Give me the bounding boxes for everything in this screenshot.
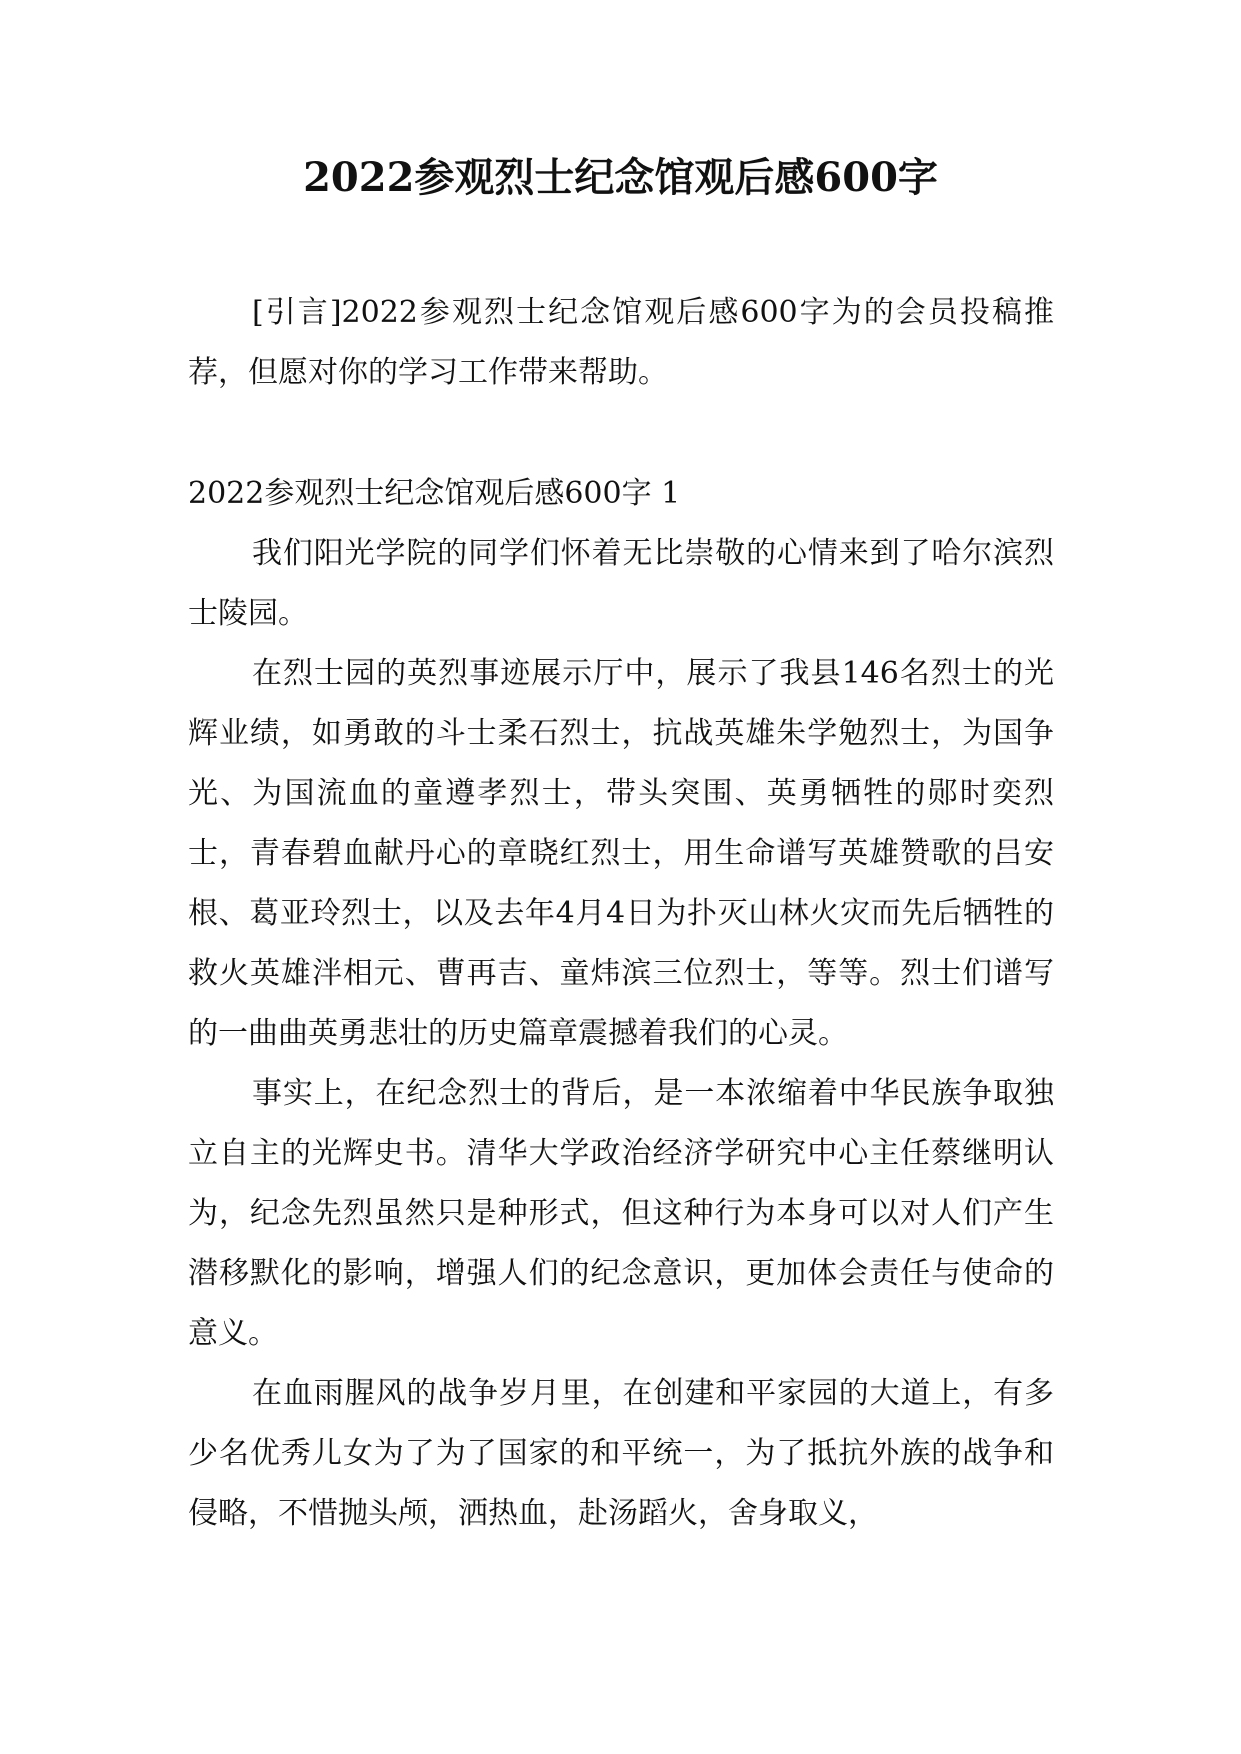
article-body bbox=[188, 524, 1054, 1544]
body-paragraph: 在血雨腥风的战争岁月里，在创建和平家园的大道上，有多少名优秀儿女为了为了国家的和平统一，为了抵抗外族的战争和侵略，不惜抛头颅，洒热血，赴汤蹈火，舍身取义， bbox=[188, 1376, 1054, 1531]
document-title: 2022参观烈士纪念馆观后感600字 bbox=[303, 154, 938, 201]
body-paragraph: 我们阳光学院的同学们怀着无比崇敬的心情来到了哈尔滨烈士陵园。 bbox=[188, 536, 1054, 631]
intro-paragraph: [引言]2022参观烈士纪念馆观后感600字为的会员投稿推荐，但愿对你的学习工作带来帮助。 bbox=[188, 295, 1054, 390]
body-paragraph: 事实上，在纪念烈士的背后，是一本浓缩着中华民族争取独立自主的光辉史书。清华大学政治经济学研究中心主任蔡继明认为，纪念先烈虽然只是种形式，但这种行为本身可以对人们产生潜移默化的影响，增强人们的纪念意识，更加体会责任与使命的意义。 bbox=[188, 1076, 1054, 1351]
section-heading: 2022参观烈士纪念馆观后感600字 1 bbox=[188, 476, 681, 511]
body-paragraph: 在烈士园的英烈事迹展示厅中，展示了我县146名烈士的光辉业绩，如勇敢的斗士柔石烈士，抗战英雄朱学勉烈士，为国争光、为国流血的童遵孝烈士，带头突围、英勇牺牲的郧时奕烈士，青春碧血献丹心的章晓红烈士，用生命谱写英雄赞歌的吕安根、葛亚玲烈士，以及去年4月4日为扑灭山林火灾而先后牺牲的救火英雄泮相元、曹再吉、童炜滨三位烈士，等等。烈士们谱写的一曲曲英勇悲壮的历史篇章震撼着我们的心灵。 bbox=[188, 656, 1054, 1051]
